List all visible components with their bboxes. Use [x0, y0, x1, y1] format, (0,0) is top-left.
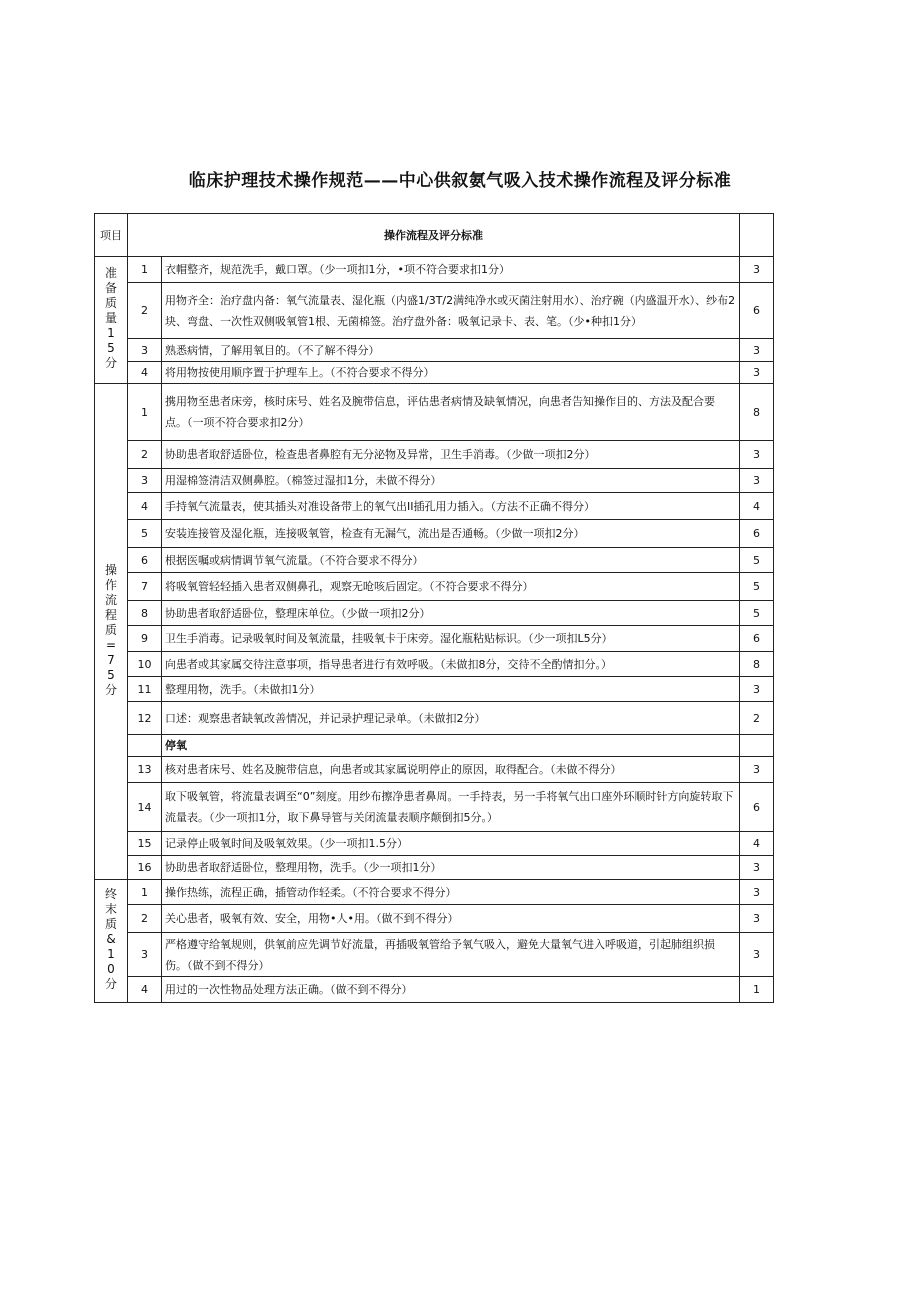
row-text: 严格遵守给氧规则，供氧前应先调节好流量，再插吸氧管给予氧气吸入，避免大量氧气进入呼吸道，引起肺组织损伤。（做不到不得分）: [162, 933, 740, 977]
header-row: [95, 214, 774, 257]
row-number: 6: [128, 548, 162, 573]
row-number: 2: [128, 905, 162, 933]
row-text: 将用物按使用顺序置于护理车上。（不符合要求不得分）: [162, 362, 740, 384]
subheader-text: 停氧: [162, 735, 740, 757]
row-score: 8: [740, 384, 774, 441]
row-number: 14: [128, 783, 162, 832]
table-row: [95, 652, 774, 677]
row-number: 5: [128, 520, 162, 548]
table-row: [95, 677, 774, 702]
row-number: 1: [128, 384, 162, 441]
row-number: 4: [128, 362, 162, 384]
row-number: 4: [128, 977, 162, 1003]
table-row: [95, 757, 774, 783]
row-score: 1: [740, 977, 774, 1003]
row-text: 向患者或其家属交待注意事项，指导患者进行有效呼吸。（未做扣8分，交待不全酌情扣分。）: [162, 652, 740, 677]
row-score: 5: [740, 573, 774, 601]
row-number: 9: [128, 626, 162, 652]
row-score: 3: [740, 677, 774, 702]
row-number: 2: [128, 283, 162, 339]
row-text: 口述：观察患者缺氧改善情况，并记录护理记录单。（未做扣2分）: [162, 702, 740, 735]
row-text: 熟悉病情，了解用氧目的。（不了解不得分）: [162, 339, 740, 362]
row-score: 6: [740, 520, 774, 548]
row-score: 6: [740, 626, 774, 652]
row-text: 协助患者取舒适卧位，检查患者鼻腔有无分泌物及异常，卫生手消毒。（少做一项扣2分）: [162, 441, 740, 469]
row-text: 将吸氧管轻轻插入患者双侧鼻孔，观察无呛咳后固定。（不符合要求不得分）: [162, 573, 740, 601]
row-score: 3: [740, 257, 774, 283]
row-score: 6: [740, 283, 774, 339]
row-score: 4: [740, 493, 774, 520]
row-score: 4: [740, 832, 774, 856]
row-score: 3: [740, 441, 774, 469]
table-row: [95, 856, 774, 880]
row-number: 13: [128, 757, 162, 783]
row-text: 取下吸氧管，将流量表调至“0”刻度。用纱布擦净患者鼻周。一手持表，另一手将氧气出口座外环顺时针方向旋转取下流量表。（少一项扣1分，取下鼻导管与关闭流量表顺序颠倒扣5分。）: [162, 783, 740, 832]
row-score: 3: [740, 757, 774, 783]
table-row: [95, 283, 774, 339]
row-text: 手持氧气流量表，使其插头对准设备带上的氧气出II插孔用力插入。（方法不正确不得分）: [162, 493, 740, 520]
table-row: [95, 977, 774, 1003]
table-row: [95, 384, 774, 441]
row-number: [128, 735, 162, 757]
row-score: 3: [740, 856, 774, 880]
row-score: 5: [740, 548, 774, 573]
row-text: 用过的一次性物品处理方法正确。（做不到不得分）: [162, 977, 740, 1003]
row-number: 11: [128, 677, 162, 702]
row-text: 整理用物，洗手。（未做扣1分）: [162, 677, 740, 702]
table-row: [95, 573, 774, 601]
table-row: [95, 493, 774, 520]
row-text: 关心患者，吸氧有效、安全，用物•人•用。（做不到不得分）: [162, 905, 740, 933]
section-label: [95, 880, 128, 1003]
table-row: [95, 880, 774, 905]
table-row: [95, 832, 774, 856]
table-row: [95, 601, 774, 626]
row-text: 记录停止吸氧时间及吸氧效果。（少一项扣1.5分）: [162, 832, 740, 856]
table-row: [95, 933, 774, 977]
row-score: [740, 735, 774, 757]
row-score: 8: [740, 652, 774, 677]
row-number: 1: [128, 257, 162, 283]
row-score: 6: [740, 783, 774, 832]
row-number: 4: [128, 493, 162, 520]
row-number: 16: [128, 856, 162, 880]
row-number: 3: [128, 933, 162, 977]
row-score: 3: [740, 880, 774, 905]
row-text: 卫生手消毒。记录吸氧时间及氧流量，挂吸氧卡于床旁。湿化瓶粘贴标识。（少一项扣L5分）: [162, 626, 740, 652]
row-number: 15: [128, 832, 162, 856]
row-number: 3: [128, 339, 162, 362]
row-text: 用湿棉签清洁双侧鼻腔。（棉签过湿扣1分，未做不得分）: [162, 469, 740, 493]
page-title: 临床护理技术操作规范——中心供叙氨气吸入技术操作流程及评分标准: [188, 171, 732, 191]
table-row: [95, 339, 774, 362]
header-score: [740, 214, 774, 257]
row-score: 3: [740, 362, 774, 384]
row-score: 3: [740, 339, 774, 362]
section-label-text: 终末质&10分: [104, 887, 117, 991]
row-text: 用物齐全：治疗盘内备：氧气流量表、湿化瓶（内盛1/3T/2满纯净水或灭菌注射用水）、治疗碗（内盛温开水）、纱布2块、弯盘、一次性双侧吸氧管1根、无菌棉签。治疗盘外备：吸氧记录卡、表、笔。（少•种扣1分）: [162, 283, 740, 339]
row-text: 操作热练，流程正确，插管动作轻柔。（不符合要求不得分）: [162, 880, 740, 905]
row-text: 根据医嘱或病情调节氧气流量。（不符合要求不得分）: [162, 548, 740, 573]
row-text: 携用物至患者床旁，核时床号、姓名及腕带信息，评估患者病情及缺氧情况，向患者告知操作目的、方法及配合要点。（一项不符合要求扣2分）: [162, 384, 740, 441]
row-score: 2: [740, 702, 774, 735]
scoring-table: [94, 213, 774, 1003]
table-row: [95, 469, 774, 493]
row-text: 衣帽整齐，规范洗手，戴口罩。（少一项扣1分，•项不符合要求扣1分）: [162, 257, 740, 283]
table-row: [95, 441, 774, 469]
row-number: 3: [128, 469, 162, 493]
table-row: [95, 520, 774, 548]
section-label-text: 准备质量15分: [104, 266, 117, 370]
table-row: [95, 626, 774, 652]
header-main: 操作流程及评分标准: [128, 214, 740, 257]
row-number: 2: [128, 441, 162, 469]
subheader-row: [95, 735, 774, 757]
row-score: 3: [740, 933, 774, 977]
row-number: 8: [128, 601, 162, 626]
table-row: [95, 783, 774, 832]
table-row: [95, 257, 774, 283]
row-text: 安装连接管及湿化瓶，连接吸氧管，检查有无漏气，流出是否通畅。（少做一项扣2分）: [162, 520, 740, 548]
table-row: [95, 905, 774, 933]
row-number: 12: [128, 702, 162, 735]
section-label: [95, 257, 128, 384]
header-item: 项目: [95, 214, 128, 257]
section-label-text: 操作流程质=75分: [104, 562, 117, 697]
row-number: 1: [128, 880, 162, 905]
row-text: 协助患者取舒适卧位，整理床单位。（少做一项扣2分）: [162, 601, 740, 626]
table-row: [95, 362, 774, 384]
row-score: 3: [740, 469, 774, 493]
row-text: 核对患者床号、姓名及腕带信息，向患者或其家属说明停止的原因，取得配合。（未做不得分）: [162, 757, 740, 783]
row-text: 协助患者取舒适卧位，整理用物，洗手。（少一项扣1分）: [162, 856, 740, 880]
row-score: 5: [740, 601, 774, 626]
row-number: 10: [128, 652, 162, 677]
row-number: 7: [128, 573, 162, 601]
table-row: [95, 702, 774, 735]
section-label: [95, 384, 128, 880]
row-score: 3: [740, 905, 774, 933]
table-row: [95, 548, 774, 573]
